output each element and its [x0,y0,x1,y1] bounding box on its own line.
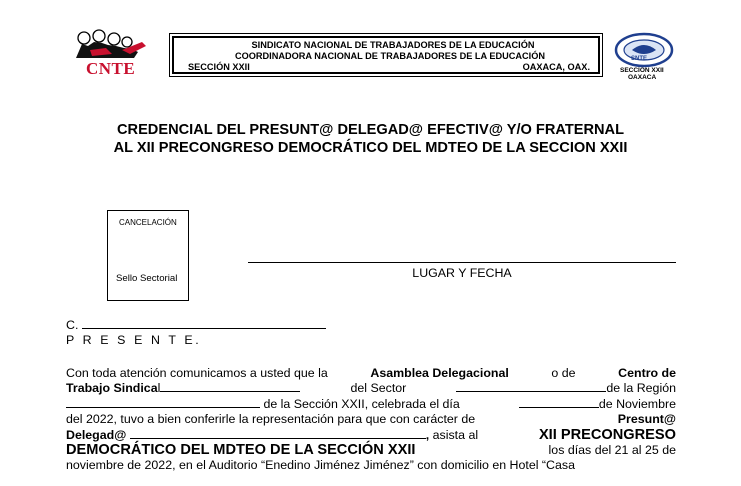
place-date-label: LUGAR Y FECHA [412,266,512,280]
union-header [172,36,600,74]
recipient-prefix: C. [66,318,79,332]
body-r1-b: Asamblea Delegacional [370,366,509,380]
body-row-7 [66,458,676,473]
body-row-4 [66,412,676,427]
body-r6-b: los días del 21 al 25 de [548,443,676,458]
cnte-logo-text: CNTE [86,59,136,78]
snte-seal-logo [606,32,682,80]
recipient-line [66,318,326,332]
body-r1-d: Centro de [618,366,676,380]
place-date-line[interactable] [248,262,676,263]
sector-seal-label: Sello Sectorial [116,273,178,284]
body-row-1 [66,366,676,381]
body-r2-b: l [157,381,161,396]
header-section: SECCIÓN XXII [188,62,250,72]
title-line-2: AL XII PRECONGRESO DEMOCRÁTICO DEL MDTEO DE LA SECCION XXII [113,140,628,156]
body-r1-a: Con toda atención comunicamos a usted que la [66,366,328,380]
workplace-blank[interactable] [160,381,300,392]
sector-blank[interactable] [456,381,606,392]
header-line-2: COORDINADORA NACIONAL DE TRABAJADORES DE LA EDUCACIÓN [234,51,545,61]
body-r5-c: asista al [429,427,479,442]
body-r5-b: , [425,427,430,442]
body-r2-a: Trabajo Sindica [66,381,158,396]
presente-label: P R E S E N T E. [66,333,202,347]
seal-text-section: SECCION XXII [620,67,664,74]
day-blank[interactable] [519,397,599,408]
body-r3-a: de la Sección XXII, celebrada el día [260,396,460,411]
stamp-box [107,210,189,301]
body-row-3 [66,397,676,412]
body-r6-a: DEMOCRÁTICO DEL MDTEO DE LA SECCIÓN XXII [66,442,416,459]
body-row-2 [66,381,676,396]
delegate-name-blank[interactable] [130,428,426,439]
seal-text-city: OAXACA [628,74,657,81]
cnte-logo [72,28,158,78]
body-r4-a: del 2022, tuvo a bien conferirle la representación para que con carácter de [66,412,476,427]
header-line-3 [188,62,592,73]
body-r4-b: Presunt@ [617,412,676,427]
seal-text-top: SNTE [631,56,648,62]
body-row-6 [66,443,676,458]
body-paragraph [66,366,676,474]
body-r5-a: Delegad@ [66,427,127,442]
header-city: OAXACA, OAX. [522,62,590,72]
body-row-5 [66,428,676,443]
body-r7: noviembre de 2022, en el Auditorio “Enedino Jiménez Jiménez” con domicilio en Hotel “Casa [66,458,575,473]
title-line-1: CREDENCIAL DEL PRESUNT@ DELEGAD@ EFECTIV@ Y/O FRATERNAL [116,122,625,138]
header-line-1: SINDICATO NACIONAL DE TRABAJADORES DE LA EDUCACIÓN [251,40,535,50]
body-r3-b: de Noviembre [598,396,676,411]
body-r2-c: del Sector [350,381,407,396]
recipient-name-blank[interactable] [82,318,326,329]
body-r5-d: XII PRECONGRESO [538,426,676,443]
document-title [40,121,701,157]
body-r1-c: o de [551,366,576,380]
cancellation-label: CANCELACIÓN [119,218,177,227]
region-blank[interactable] [66,397,260,408]
body-r2-d: de la Región [606,381,676,396]
